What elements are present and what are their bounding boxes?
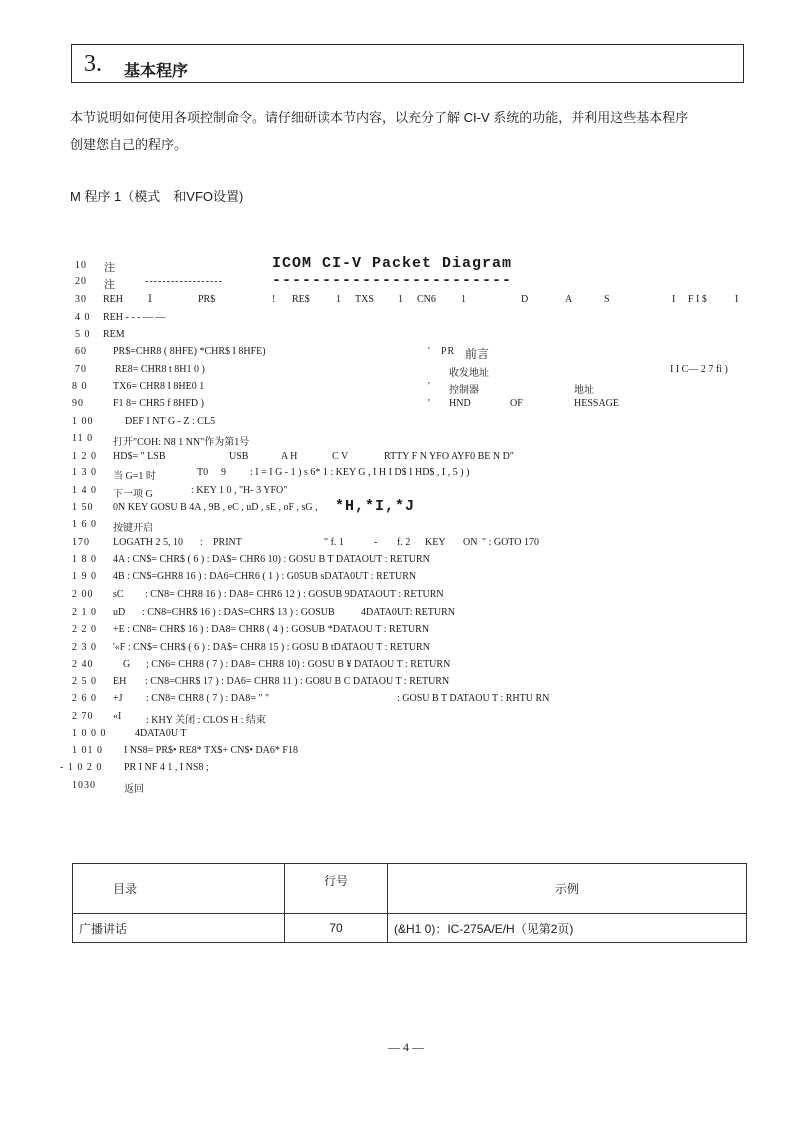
code-text: 1	[398, 294, 403, 305]
code-text: '«F : CN$= CHR$ ( 6 ) : DA$= CHR8 15 ) : GOSU B tDATAOU T : RETURN	[113, 642, 430, 653]
table-cell: 广播讲话	[73, 914, 285, 943]
code-text: 4DATA0U T	[135, 728, 187, 739]
code-text: F I $	[688, 294, 707, 305]
code-line-220	[0, 624, 797, 641]
line-number: 1 01 0	[72, 745, 103, 756]
code-text: RE8= CHR8 t 8H1 0 )	[115, 364, 205, 375]
header-cell: 示例	[388, 864, 747, 914]
code-text: «I	[113, 711, 122, 722]
code-text: REM	[103, 329, 125, 340]
line-number: 1 50	[72, 502, 94, 513]
line-number: 1 4 0	[72, 485, 97, 496]
line-number: 2 2 0	[72, 624, 97, 635]
code-text: : KHY 关闭 : CLOS H : 结束	[146, 715, 266, 726]
code-text: I I C— 2 7 fi )	[670, 364, 728, 375]
code-text: PRINT	[213, 537, 242, 548]
line-number: 2 40	[72, 659, 94, 670]
code-text: A H	[281, 451, 298, 462]
code-text: EH	[113, 676, 127, 687]
code-text: : CN8= CHR8 16 ) : DA8= CHR6 12 ) : GOSUB 9DATAOUT : RETURN	[145, 589, 444, 600]
code-line-180	[0, 554, 797, 571]
code-text: 返回	[124, 784, 144, 795]
code-text: F1 8= CHR5 f 8HFD )	[113, 398, 204, 409]
line-number: 2 3 0	[72, 642, 97, 653]
header-cell: 目录	[73, 864, 285, 914]
code-text: '	[428, 346, 430, 357]
code-line-230	[0, 642, 797, 659]
code-line-190	[0, 571, 797, 588]
code-text: : CN8=CHR$ 17 ) : DA6= CHR8 11 ) : GO8U B C DATAOU T : RETURN	[145, 676, 450, 687]
line-number: 2 5 0	[72, 676, 97, 687]
table-cell: (&H1 0)：IC-275A/E/H（见第2页)	[388, 914, 747, 943]
code-line-50	[0, 329, 797, 346]
code-text: 下一项 G	[113, 489, 153, 500]
line-number: 2 1 0	[72, 607, 97, 618]
line-number: 1 2 0	[72, 451, 97, 462]
code-text: -	[374, 537, 378, 548]
line-number: 8 0	[72, 381, 88, 392]
code-line-200	[0, 589, 797, 606]
line-number: 2 00	[72, 589, 94, 600]
line-number: 20	[75, 276, 87, 287]
code-text: RE$	[292, 294, 310, 305]
line-number: 70	[75, 364, 87, 375]
code-text: " : GOTO 170	[482, 537, 539, 548]
code-text: +E : CN8= CHR$ 16 ) : DA8= CHR8 ( 4 ) : GOSUB *DATAOU T : RETURN	[113, 624, 430, 635]
code-text: DEF I NT G - Z : CL5	[125, 416, 216, 427]
header-cell: 行号	[285, 864, 388, 914]
code-line-30	[0, 294, 797, 311]
code-text: PR	[441, 346, 456, 357]
code-text: PR I NF 4 1 , I NS8 ;	[124, 762, 209, 773]
code-line-20	[0, 272, 797, 293]
code-line-250	[0, 676, 797, 693]
code-text: f. 2	[397, 537, 411, 548]
intro-paragraph	[70, 104, 760, 158]
code-text: HND	[449, 398, 471, 409]
code-line-60	[0, 346, 797, 363]
code-text: I NS8= PR$• RE8* TX$+ CN$• DA6* F18	[124, 745, 298, 756]
page-number: — 4 —	[388, 1040, 424, 1054]
code-text: : CN8= CHR8 ( 7 ) : DA8= " "	[146, 693, 270, 704]
code-line-90	[0, 398, 797, 415]
line-number: 1 00	[72, 416, 94, 427]
section-number: 3.	[84, 51, 102, 77]
code-line-150	[0, 498, 797, 519]
code-text: 打开"COH: N8 1 NN"作为第1号	[113, 437, 250, 448]
section-title: 基本程序	[124, 63, 189, 80]
code-line-100	[0, 416, 797, 433]
code-text: 当 G=1 时	[113, 471, 156, 482]
code-text: !	[272, 294, 276, 305]
code-line-270	[0, 711, 797, 728]
code-text: 1	[461, 294, 466, 305]
code-text: '	[428, 381, 430, 392]
line-number: 11 0	[72, 433, 94, 444]
code-line-130	[0, 467, 797, 484]
code-text: +J	[113, 693, 123, 704]
code-line-80	[0, 381, 797, 398]
code-text: PR$=CHR8 ( 8HFE) *CHR$ I 8HFE)	[113, 346, 266, 357]
diagram-title: ICOM CI-V Packet Diagram	[272, 255, 513, 272]
line-number: 90	[72, 398, 84, 409]
code-line-70	[0, 364, 797, 381]
code-text: KEY	[425, 537, 446, 548]
line-number: 170	[72, 537, 90, 548]
line-number: 1 3 0	[72, 467, 97, 478]
code-text: CN6	[417, 294, 436, 305]
table-header-row	[73, 864, 747, 914]
code-text: 0N KEY GOSU B 4A , 9B , eC , uD , sE , oF , sG ,	[113, 502, 318, 513]
code-text: " f. 1	[324, 537, 344, 548]
code-text: 前言	[465, 347, 490, 361]
table-cell: 70	[285, 914, 388, 943]
code-text: LOGATH 2 5, 10	[113, 537, 183, 548]
code-text: 控制器	[449, 385, 479, 396]
table-row	[73, 914, 747, 943]
code-keyword: 注	[104, 262, 115, 274]
code-line-170	[0, 537, 797, 554]
code-text: T0	[197, 467, 209, 478]
code-text: HD$= " LSB	[113, 451, 166, 462]
code-text: OF	[510, 398, 523, 409]
code-line-40	[0, 312, 797, 329]
code-line-160	[0, 519, 797, 536]
code-text: ON	[463, 537, 478, 548]
code-text: 收发地址	[449, 368, 489, 379]
code-text: USB	[229, 451, 249, 462]
code-text: 4DATA0UT: RETURN	[361, 607, 455, 618]
code-text: PR$	[198, 294, 216, 305]
code-text: TX6= CHR8 I 8HE0 1	[113, 381, 205, 392]
code-text: Ⅰ	[148, 294, 152, 305]
code-text: REH - - - — —	[103, 312, 166, 323]
code-line-1000	[0, 728, 797, 745]
line-number: 1 8 0	[72, 554, 97, 565]
intro-line: 本节说明如何使用各项控制命令。请仔细研读本节内容，以充分了解 CI-V 系统的功能，并利用这些基本程序	[70, 110, 689, 125]
line-number: 30	[75, 294, 87, 305]
code-text: A	[565, 294, 573, 305]
section-header	[71, 44, 744, 83]
code-text: 按键开启	[113, 523, 153, 534]
code-text: C V	[332, 451, 349, 462]
code-text: S	[604, 294, 610, 305]
line-number: 4 0	[75, 312, 91, 323]
dash-rule-bold: ------------------------	[272, 272, 513, 289]
code-text: ; CN6= CHR8 ( 7 ) : DA8= CHR8 10) : GOSU B ¥ DATAOU T : RETURN	[146, 659, 451, 670]
code-text: 9	[221, 467, 226, 478]
code-line-260	[0, 693, 797, 710]
code-text: : I = I G - 1 ) s 6* 1 : KEY G , I H I D$ I HD$ , I , 5 ) )	[250, 467, 470, 478]
code-line-240	[0, 659, 797, 676]
code-text: RTTY F N YFO AYF0 BE N D"	[384, 451, 514, 462]
line-number: 1030	[72, 780, 96, 791]
line-number: - 1 0 2 0	[60, 762, 103, 773]
code-text: : GOSU B T DATAOU T : RHTU RN	[397, 693, 550, 704]
reference-table	[72, 863, 747, 943]
code-text: *H,*I,*J	[335, 498, 416, 515]
code-text: :	[200, 537, 203, 548]
code-text: 4A : CN$= CHR$ ( 6 ) : DA$= CHR6 10) : GOSU B T DATAOUT : RETURN	[113, 554, 430, 565]
code-text: '	[428, 398, 430, 409]
code-text: 4B : CN$=GHR8 16 ) : DA6=CHR6 ( 1 ) : G05UB sDATA0UT : RETURN	[113, 571, 417, 582]
line-number: 1 0 0 0	[72, 728, 107, 739]
line-number: 1 9 0	[72, 571, 97, 582]
line-number: 2 6 0	[72, 693, 97, 704]
code-line-110	[0, 433, 797, 450]
code-text: uD	[113, 607, 126, 618]
code-text: : KEY 1 0 , "H- 3 YFO"	[191, 485, 288, 496]
code-text: REH	[103, 294, 123, 305]
code-text: G	[123, 659, 131, 670]
code-line-1010	[0, 745, 797, 762]
code-keyword: 注	[104, 279, 115, 291]
line-number: 60	[75, 346, 87, 357]
line-number: 2 70	[72, 711, 94, 722]
code-text: TXS	[355, 294, 374, 305]
code-text: 1	[336, 294, 341, 305]
code-text: : CN8=CHR$ 16 ) : DAS=CHR$ 13 ) : GOSUB	[142, 607, 335, 618]
code-text: I	[672, 294, 676, 305]
code-text: HESSAGE	[574, 398, 620, 409]
code-line-1020	[0, 762, 797, 779]
code-text: D	[521, 294, 529, 305]
program-heading: M 程序 1（模式 和VFO设置)	[70, 189, 244, 204]
dash-rule: ------------------	[145, 276, 223, 287]
code-text: I	[735, 294, 739, 305]
code-line-120	[0, 451, 797, 468]
line-number: 5 0	[75, 329, 91, 340]
code-line-210	[0, 607, 797, 624]
code-text: sC	[113, 589, 124, 600]
intro-line: 创建您自己的程序。	[70, 137, 188, 152]
code-line-1030	[0, 780, 797, 797]
line-number: 1 6 0	[72, 519, 97, 530]
line-number: 10	[75, 260, 87, 271]
code-text: 地址	[574, 385, 594, 396]
